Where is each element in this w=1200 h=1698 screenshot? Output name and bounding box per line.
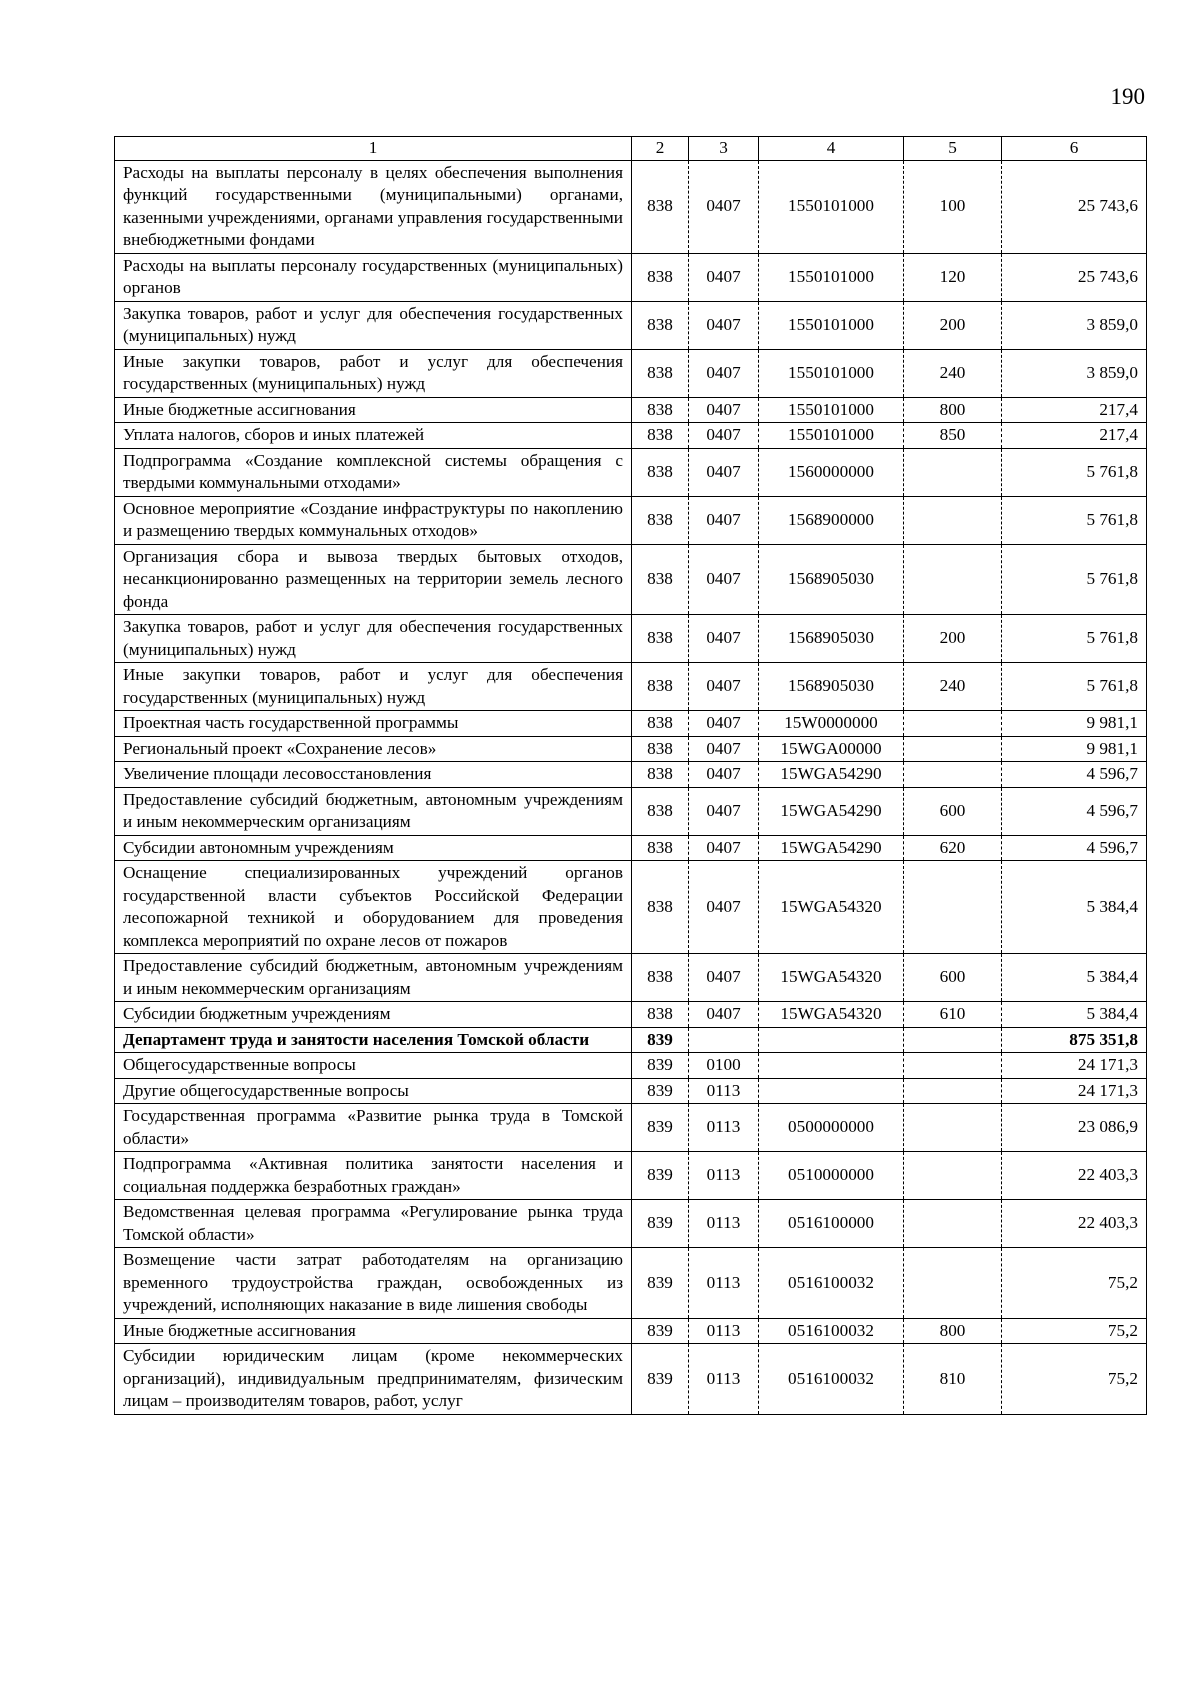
- row-name: Расходы на выплаты персоналу в целях обеспечения выполнения функций государственными (муниципальными) органами, казенными учреждениями, органами управления государственными внебюджетными фондами: [115, 160, 632, 253]
- row-target-article: 15WGA54290: [759, 787, 904, 835]
- row-target-article: 15WGA54320: [759, 1002, 904, 1028]
- row-name: Региональный проект «Сохранение лесов»: [115, 736, 632, 762]
- row-target-article: 0516100032: [759, 1344, 904, 1415]
- row-amount: 217,4: [1002, 423, 1147, 449]
- row-name: Подпрограмма «Создание комплексной системы обращения с твердыми коммунальными отходами»: [115, 448, 632, 496]
- header-col-6: 6: [1002, 137, 1147, 161]
- table-row: [115, 835, 1147, 861]
- table-row: [115, 496, 1147, 544]
- row-expense-type: [904, 544, 1002, 615]
- row-amount: 24 171,3: [1002, 1053, 1147, 1079]
- row-amount: 875 351,8: [1002, 1027, 1147, 1053]
- row-name: Закупка товаров, работ и услуг для обеспечения государственных (муниципальных) нужд: [115, 615, 632, 663]
- table-row: [115, 954, 1147, 1002]
- row-target-article: 1550101000: [759, 423, 904, 449]
- table-row: [115, 423, 1147, 449]
- row-expense-type: [904, 496, 1002, 544]
- row-section-code: 0407: [689, 423, 759, 449]
- table-row: [115, 301, 1147, 349]
- row-ved-code: 838: [632, 397, 689, 423]
- row-name: Иные закупки товаров, работ и услуг для обеспечения государственных (муниципальных) нужд: [115, 349, 632, 397]
- row-section-code: 0407: [689, 615, 759, 663]
- budget-table: [114, 136, 1147, 1415]
- row-section-code: 0407: [689, 762, 759, 788]
- row-ved-code: 839: [632, 1104, 689, 1152]
- row-ved-code: 838: [632, 253, 689, 301]
- row-name: Общегосударственные вопросы: [115, 1053, 632, 1079]
- row-section-code: 0407: [689, 349, 759, 397]
- row-name: Увеличение площади лесовосстановления: [115, 762, 632, 788]
- row-target-article: 0516100032: [759, 1318, 904, 1344]
- table-header-row: [115, 137, 1147, 161]
- row-amount: 217,4: [1002, 397, 1147, 423]
- row-ved-code: 838: [632, 835, 689, 861]
- row-amount: 22 403,3: [1002, 1152, 1147, 1200]
- row-ved-code: 839: [632, 1078, 689, 1104]
- row-name: Субсидии юридическим лицам (кроме некоммерческих организаций), индивидуальным предпринимателям, физическим лицам – производителям товаров, работ, услуг: [115, 1344, 632, 1415]
- row-amount: 5 761,8: [1002, 615, 1147, 663]
- row-amount: 4 596,7: [1002, 787, 1147, 835]
- row-amount: 75,2: [1002, 1344, 1147, 1415]
- row-amount: 24 171,3: [1002, 1078, 1147, 1104]
- row-ved-code: 839: [632, 1248, 689, 1319]
- row-expense-type: 240: [904, 663, 1002, 711]
- row-target-article: 0516100032: [759, 1248, 904, 1319]
- row-ved-code: 838: [632, 762, 689, 788]
- row-name: Организация сбора и вывоза твердых бытовых отходов, несанкционированно размещенных на территории земель лесного фонда: [115, 544, 632, 615]
- table-row: [115, 861, 1147, 954]
- header-col-1: 1: [115, 137, 632, 161]
- row-target-article: 15W0000000: [759, 711, 904, 737]
- row-section-code: 0407: [689, 160, 759, 253]
- row-expense-type: [904, 762, 1002, 788]
- row-name: Ведомственная целевая программа «Регулирование рынка труда Томской области»: [115, 1200, 632, 1248]
- row-amount: 4 596,7: [1002, 835, 1147, 861]
- header-col-4: 4: [759, 137, 904, 161]
- row-expense-type: [904, 1027, 1002, 1053]
- row-ved-code: 838: [632, 861, 689, 954]
- row-name: Иные бюджетные ассигнования: [115, 397, 632, 423]
- table-row: [115, 349, 1147, 397]
- row-target-article: 15WGA00000: [759, 736, 904, 762]
- row-section-code: 0407: [689, 1002, 759, 1028]
- row-expense-type: [904, 861, 1002, 954]
- row-name: Оснащение специализированных учреждений органов государственной власти субъектов Российской Федерации лесопожарной техникой и оборудованием для проведения комплекса мероприятий по охране лесов от пожаров: [115, 861, 632, 954]
- row-target-article: 1568900000: [759, 496, 904, 544]
- row-expense-type: 600: [904, 787, 1002, 835]
- row-ved-code: 838: [632, 711, 689, 737]
- row-expense-type: 620: [904, 835, 1002, 861]
- row-name: Расходы на выплаты персоналу государственных (муниципальных) органов: [115, 253, 632, 301]
- row-section-code: 0113: [689, 1248, 759, 1319]
- table-row: [115, 160, 1147, 253]
- table-row: [115, 1200, 1147, 1248]
- row-expense-type: 200: [904, 301, 1002, 349]
- row-section-code: 0113: [689, 1104, 759, 1152]
- row-name: Государственная программа «Развитие рынка труда в Томской области»: [115, 1104, 632, 1152]
- row-name: Возмещение части затрат работодателям на организацию временного трудоустройства граждан, освобожденных из учреждений, исполняющих наказание в виде лишения свободы: [115, 1248, 632, 1319]
- row-target-article: 15WGA54290: [759, 835, 904, 861]
- row-amount: 9 981,1: [1002, 736, 1147, 762]
- row-expense-type: 810: [904, 1344, 1002, 1415]
- table-row: [115, 1078, 1147, 1104]
- row-name: Предоставление субсидий бюджетным, автономным учреждениям и иным некоммерческим организациям: [115, 787, 632, 835]
- row-name: Проектная часть государственной программы: [115, 711, 632, 737]
- row-section-code: 0407: [689, 954, 759, 1002]
- row-expense-type: [904, 448, 1002, 496]
- table-row: [115, 615, 1147, 663]
- row-ved-code: 838: [632, 349, 689, 397]
- row-target-article: 1550101000: [759, 160, 904, 253]
- row-name: Субсидии бюджетным учреждениям: [115, 1002, 632, 1028]
- table-row: [115, 1152, 1147, 1200]
- row-target-article: [759, 1027, 904, 1053]
- row-ved-code: 838: [632, 160, 689, 253]
- row-section-code: 0407: [689, 253, 759, 301]
- row-section-code: 0407: [689, 835, 759, 861]
- row-expense-type: 850: [904, 423, 1002, 449]
- table-row: [115, 1318, 1147, 1344]
- row-expense-type: [904, 736, 1002, 762]
- row-section-code: 0113: [689, 1078, 759, 1104]
- row-target-article: 0510000000: [759, 1152, 904, 1200]
- row-name: Иные закупки товаров, работ и услуг для обеспечения государственных (муниципальных) нужд: [115, 663, 632, 711]
- table-row: [115, 762, 1147, 788]
- row-section-code: 0100: [689, 1053, 759, 1079]
- row-amount: 23 086,9: [1002, 1104, 1147, 1152]
- row-section-code: 0407: [689, 397, 759, 423]
- row-section-code: 0113: [689, 1344, 759, 1415]
- row-expense-type: 800: [904, 1318, 1002, 1344]
- row-section-code: 0113: [689, 1200, 759, 1248]
- page-number: 190: [1110, 84, 1145, 109]
- row-ved-code: 838: [632, 301, 689, 349]
- row-ved-code: 838: [632, 448, 689, 496]
- row-section-code: 0407: [689, 711, 759, 737]
- table-row: [115, 1104, 1147, 1152]
- row-target-article: 1550101000: [759, 301, 904, 349]
- table-row: [115, 544, 1147, 615]
- row-ved-code: 839: [632, 1027, 689, 1053]
- table-row: [115, 1248, 1147, 1319]
- row-expense-type: [904, 1104, 1002, 1152]
- row-amount: 5 384,4: [1002, 1002, 1147, 1028]
- row-target-article: [759, 1053, 904, 1079]
- row-ved-code: 838: [632, 663, 689, 711]
- row-section-code: 0407: [689, 787, 759, 835]
- row-expense-type: 100: [904, 160, 1002, 253]
- row-ved-code: 838: [632, 736, 689, 762]
- row-ved-code: 839: [632, 1318, 689, 1344]
- row-target-article: 1550101000: [759, 253, 904, 301]
- row-amount: 5 384,4: [1002, 954, 1147, 1002]
- row-name: Департамент труда и занятости населения Томской области: [115, 1027, 632, 1053]
- header-col-3: 3: [689, 137, 759, 161]
- row-amount: 75,2: [1002, 1248, 1147, 1319]
- row-amount: 5 761,8: [1002, 663, 1147, 711]
- table-row: [115, 448, 1147, 496]
- row-amount: 25 743,6: [1002, 160, 1147, 253]
- row-target-article: 1560000000: [759, 448, 904, 496]
- budget-table-body: [115, 137, 1147, 1415]
- row-amount: 9 981,1: [1002, 711, 1147, 737]
- table-row: [115, 787, 1147, 835]
- row-section-code: 0407: [689, 448, 759, 496]
- row-section-code: [689, 1027, 759, 1053]
- row-ved-code: 838: [632, 1002, 689, 1028]
- row-name: Другие общегосударственные вопросы: [115, 1078, 632, 1104]
- row-name: Закупка товаров, работ и услуг для обеспечения государственных (муниципальных) нужд: [115, 301, 632, 349]
- row-ved-code: 839: [632, 1344, 689, 1415]
- row-ved-code: 838: [632, 787, 689, 835]
- row-expense-type: 800: [904, 397, 1002, 423]
- row-target-article: [759, 1078, 904, 1104]
- row-ved-code: 838: [632, 615, 689, 663]
- table-row: [115, 1344, 1147, 1415]
- row-amount: 25 743,6: [1002, 253, 1147, 301]
- row-expense-type: 600: [904, 954, 1002, 1002]
- row-amount: 5 761,8: [1002, 448, 1147, 496]
- row-expense-type: [904, 1200, 1002, 1248]
- row-target-article: 15WGA54320: [759, 954, 904, 1002]
- row-ved-code: 839: [632, 1152, 689, 1200]
- row-name: Субсидии автономным учреждениям: [115, 835, 632, 861]
- row-expense-type: 120: [904, 253, 1002, 301]
- row-target-article: 1568905030: [759, 663, 904, 711]
- row-ved-code: 838: [632, 544, 689, 615]
- row-name: Основное мероприятие «Создание инфраструктуры по накоплению и размещению твердых коммунальных отходов»: [115, 496, 632, 544]
- row-ved-code: 838: [632, 954, 689, 1002]
- row-amount: 3 859,0: [1002, 349, 1147, 397]
- row-expense-type: [904, 1053, 1002, 1079]
- row-section-code: 0407: [689, 496, 759, 544]
- row-name: Уплата налогов, сборов и иных платежей: [115, 423, 632, 449]
- row-section-code: 0113: [689, 1152, 759, 1200]
- table-row: [115, 711, 1147, 737]
- row-section-code: 0407: [689, 301, 759, 349]
- row-section-code: 0407: [689, 861, 759, 954]
- row-target-article: 1568905030: [759, 544, 904, 615]
- row-name: Иные бюджетные ассигнования: [115, 1318, 632, 1344]
- row-target-article: 1550101000: [759, 349, 904, 397]
- table-row: [115, 736, 1147, 762]
- row-target-article: 15WGA54290: [759, 762, 904, 788]
- row-ved-code: 839: [632, 1200, 689, 1248]
- row-expense-type: [904, 1248, 1002, 1319]
- row-expense-type: [904, 711, 1002, 737]
- row-amount: 3 859,0: [1002, 301, 1147, 349]
- row-expense-type: 610: [904, 1002, 1002, 1028]
- table-row: [115, 1053, 1147, 1079]
- row-target-article: 0516100000: [759, 1200, 904, 1248]
- row-amount: 22 403,3: [1002, 1200, 1147, 1248]
- row-expense-type: [904, 1078, 1002, 1104]
- row-section-code: 0407: [689, 736, 759, 762]
- row-expense-type: 200: [904, 615, 1002, 663]
- row-ved-code: 838: [632, 423, 689, 449]
- row-amount: 5 761,8: [1002, 496, 1147, 544]
- row-ved-code: 839: [632, 1053, 689, 1079]
- row-amount: 5 761,8: [1002, 544, 1147, 615]
- row-section-code: 0407: [689, 663, 759, 711]
- row-expense-type: 240: [904, 349, 1002, 397]
- row-target-article: 0500000000: [759, 1104, 904, 1152]
- header-col-5: 5: [904, 137, 1002, 161]
- row-amount: 4 596,7: [1002, 762, 1147, 788]
- row-target-article: 15WGA54320: [759, 861, 904, 954]
- table-row: [115, 1027, 1147, 1053]
- row-section-code: 0407: [689, 544, 759, 615]
- row-target-article: 1550101000: [759, 397, 904, 423]
- table-row: [115, 1002, 1147, 1028]
- row-amount: 75,2: [1002, 1318, 1147, 1344]
- row-amount: 5 384,4: [1002, 861, 1147, 954]
- header-col-2: 2: [632, 137, 689, 161]
- table-row: [115, 397, 1147, 423]
- row-ved-code: 838: [632, 496, 689, 544]
- row-target-article: 1568905030: [759, 615, 904, 663]
- row-name: Подпрограмма «Активная политика занятости населения и социальная поддержка безработных граждан»: [115, 1152, 632, 1200]
- row-expense-type: [904, 1152, 1002, 1200]
- row-section-code: 0113: [689, 1318, 759, 1344]
- row-name: Предоставление субсидий бюджетным, автономным учреждениям и иным некоммерческим организациям: [115, 954, 632, 1002]
- table-row: [115, 663, 1147, 711]
- table-row: [115, 253, 1147, 301]
